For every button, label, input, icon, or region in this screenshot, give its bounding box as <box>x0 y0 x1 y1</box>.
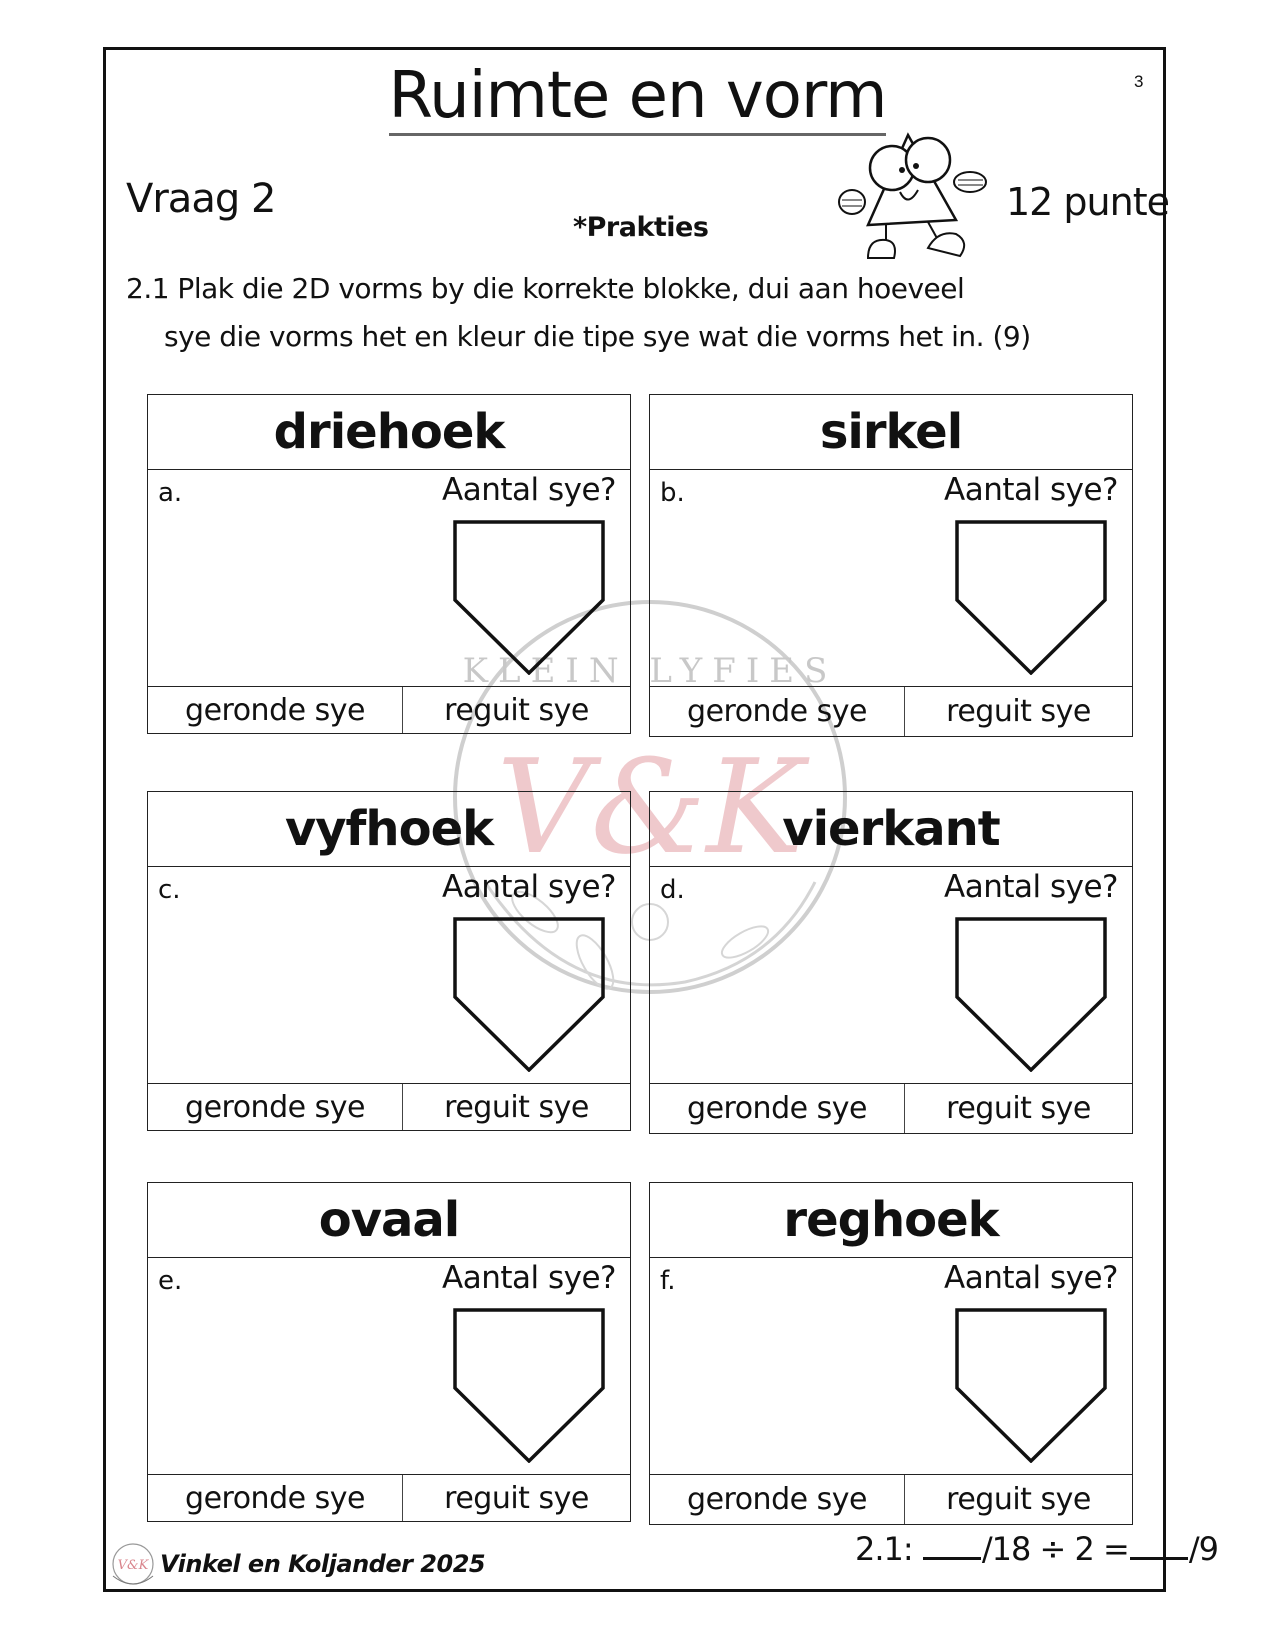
practice-label: *Prakties <box>573 212 709 243</box>
score-blank-2[interactable] <box>1130 1557 1188 1560</box>
paste-area[interactable] <box>650 1258 1132 1475</box>
paste-area[interactable] <box>148 867 630 1084</box>
shape-card-vierkant <box>649 791 1133 1134</box>
watermark-monogram: V&K <box>496 731 804 883</box>
triangle-mascot-icon <box>838 130 993 270</box>
score-label: 2.1: <box>855 1530 913 1568</box>
rounded-sides-cell[interactable]: geronde sye <box>650 687 905 736</box>
page-title: Ruimte en vorm <box>389 59 887 136</box>
sides-question: Aantal sye? <box>944 1260 1118 1296</box>
brand-logo-icon <box>107 1540 159 1592</box>
paste-area[interactable] <box>650 470 1132 687</box>
shape-card-ovaal <box>147 1182 631 1522</box>
sides-question: Aantal sye? <box>442 472 616 508</box>
shape-card-sirkel <box>649 394 1133 737</box>
watermark-ring-text: KLEIN LYFIES <box>462 651 838 691</box>
answer-pentagon-icon[interactable] <box>955 520 1107 675</box>
answer-pentagon-icon[interactable] <box>453 1308 605 1463</box>
straight-sides-cell[interactable]: reguit sye <box>444 1089 589 1125</box>
rounded-sides-cell[interactable]: geronde sye <box>148 687 403 733</box>
card-title: vyfhoek <box>148 792 630 867</box>
card-letter: c. <box>158 875 181 905</box>
paste-area[interactable] <box>148 1258 630 1475</box>
straight-sides-cell[interactable]: reguit sye <box>444 692 589 728</box>
score-line <box>855 1530 1218 1568</box>
card-letter: e. <box>158 1266 183 1296</box>
card-title: sirkel <box>650 395 1132 470</box>
paste-area[interactable] <box>148 470 630 687</box>
card-title: ovaal <box>148 1183 630 1258</box>
sides-question: Aantal sye? <box>944 869 1118 905</box>
sides-question: Aantal sye? <box>442 869 616 905</box>
rounded-sides-cell[interactable]: geronde sye <box>148 1084 403 1130</box>
straight-sides-cell[interactable]: reguit sye <box>946 694 1091 729</box>
card-letter: b. <box>660 478 685 508</box>
shape-card-driehoek <box>147 394 631 734</box>
answer-pentagon-icon[interactable] <box>955 1308 1107 1463</box>
straight-sides-cell[interactable]: reguit sye <box>946 1091 1091 1126</box>
rounded-sides-cell[interactable]: geronde sye <box>650 1084 905 1133</box>
svg-text:V&K: V&K <box>117 1558 149 1573</box>
shape-card-vyfhoek <box>147 791 631 1131</box>
score-final: /9 <box>1188 1530 1218 1568</box>
card-title: reghoek <box>650 1183 1132 1258</box>
sides-question: Aantal sye? <box>442 1260 616 1296</box>
rounded-sides-cell[interactable]: geronde sye <box>148 1475 403 1521</box>
card-title: vierkant <box>650 792 1132 867</box>
card-letter: a. <box>158 478 183 508</box>
straight-sides-cell[interactable]: reguit sye <box>444 1480 589 1516</box>
score-blank-1[interactable] <box>923 1557 981 1560</box>
instruction-line-1: 2.1 Plak die 2D vorms by die korrekte blokke, dui aan hoeveel <box>126 272 965 305</box>
question-label: Vraag 2 <box>126 176 276 222</box>
score-total: /18 ÷ 2 = <box>981 1530 1129 1568</box>
points-label: 12 punte <box>1006 180 1169 224</box>
paste-area[interactable] <box>650 867 1132 1084</box>
straight-sides-cell[interactable]: reguit sye <box>946 1482 1091 1517</box>
page-number: 3 <box>1134 72 1144 91</box>
answer-pentagon-icon[interactable] <box>453 917 605 1072</box>
shape-card-reghoek <box>649 1182 1133 1525</box>
answer-pentagon-icon[interactable] <box>955 917 1107 1072</box>
footer-credit: Vinkel en Koljander 2025 <box>160 1550 486 1578</box>
answer-pentagon-icon[interactable] <box>453 520 605 675</box>
card-title: driehoek <box>148 395 630 470</box>
card-letter: f. <box>660 1266 676 1296</box>
rounded-sides-cell[interactable]: geronde sye <box>650 1475 905 1524</box>
sides-question: Aantal sye? <box>944 472 1118 508</box>
page-title-wrap <box>0 58 1275 134</box>
instruction-line-2: sye die vorms het en kleur die tipe sye wat die vorms het in. (9) <box>164 320 1031 353</box>
card-letter: d. <box>660 875 685 905</box>
